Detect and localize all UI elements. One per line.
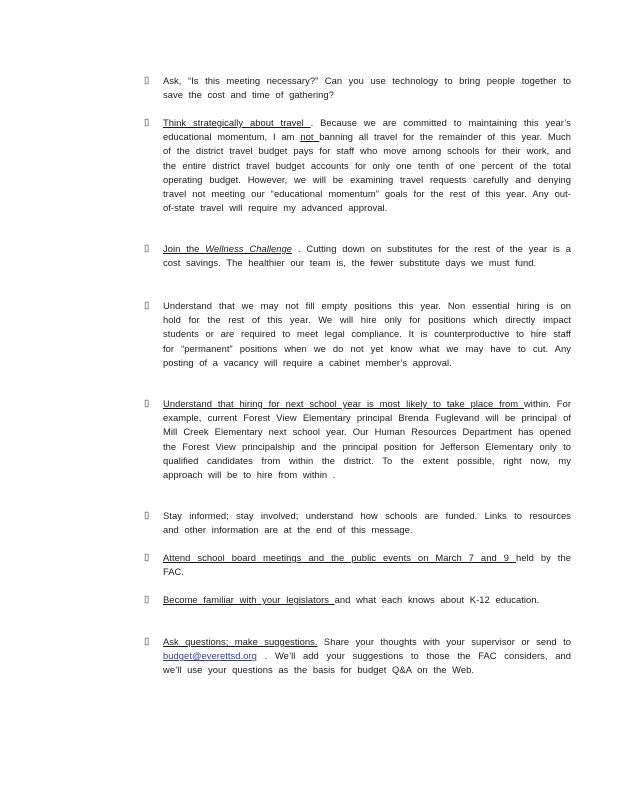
text-segment: Wellness Challenge [205, 243, 293, 254]
bullet-icon: ▯ [144, 300, 150, 311]
paragraph-informed [163, 509, 571, 537]
text-segment: . Because we are committed to maintaining this year’s educational momentum, I am [163, 117, 571, 143]
email-link[interactable]: budget@everettsd.org [163, 650, 257, 662]
text-segment: . Cutting down on substitutes for the rest of the year is a cost savings. The healthier our team is, the fewer substitute days we must fund. [163, 243, 572, 269]
bullet-icon: ▯ [144, 552, 150, 563]
bullet-icon: ▯ [144, 510, 150, 521]
bullet-icon: ▯ [144, 636, 150, 647]
text-segment: within. For example, current Forest View Elementary principal Brenda Fuglevand will be principal of Mill Creek Elementary next school year. Our Human Resources Department has opened the Forest View principalship and the principal position for Jefferson Elementary only to qualified candidates from within the district. To the extent possible, right now, my approach will be to hire from within . [163, 398, 571, 481]
text-segment: Ask questions; make suggestions. [163, 636, 318, 647]
paragraph-hiring [163, 397, 571, 482]
bullet-icon: ▯ [144, 243, 150, 254]
text-segment: Share your thoughts with your supervisor or send to [317, 636, 571, 647]
text-segment: Ask, “Is this meeting necessary?” Can you use technology to bring people together to save the cost and time of gathering? [163, 75, 571, 101]
paragraph-legislators [163, 593, 571, 607]
text-segment: Become familiar with your legislators [163, 594, 335, 605]
bullet-icon: ▯ [144, 117, 150, 128]
text-segment: not [300, 131, 320, 143]
paragraph-board [163, 551, 571, 579]
bullet-icon: ▯ [144, 75, 150, 86]
paragraph-travel [163, 116, 571, 215]
text-segment: Attend school board meetings and the public events on March 7 and 9 [163, 552, 516, 563]
text-segment: and what each knows about K-12 education. [334, 594, 540, 605]
paragraph-positions [163, 299, 571, 370]
paragraph-wellness [163, 242, 571, 270]
text-segment: Understand that hiring for next school year is most likely to take place from [163, 398, 524, 409]
text-segment: . We’ll add your suggestions to those the FAC considers, and we’ll use your questions as the basis for budget Q&A on the Web. [163, 650, 571, 676]
text-segment: Join the [163, 243, 206, 254]
text-segment: held by the FAC. [163, 552, 571, 578]
text-segment: Stay informed; stay involved; understand how schools are funded. Links to resources and other information are at the end of this message. [163, 510, 571, 536]
paragraph-questions [163, 635, 571, 678]
text-segment: Understand that we may not fill empty positions this year. Non essential hiring is on hold for the rest of this year. We will hire only for positions which directly impact students or are required to meet legal compliance. It is counterproductive to hire staff for “permanent” positions when we do not yet know what we may have to cut. Any posting of a vacancy will require a cabinet member’s approval. [163, 300, 571, 368]
paragraph-meeting [163, 74, 571, 102]
bullet-icon: ▯ [144, 594, 150, 605]
text-segment: Think strategically about travel [163, 117, 311, 128]
text-segment: banning all travel for the remainder of this year. Much of the district travel budget pays for staff who move among schools for their work, and the entire district travel budget accounts for only one tenth of one percent of the total operating budget. However, we will be examining travel requests carefully and denying travel not meeting our “educational momentum” goals for the rest of this year. Any out-of-state travel will require my advanced approval. [163, 131, 571, 214]
bullet-icon: ▯ [144, 398, 150, 409]
